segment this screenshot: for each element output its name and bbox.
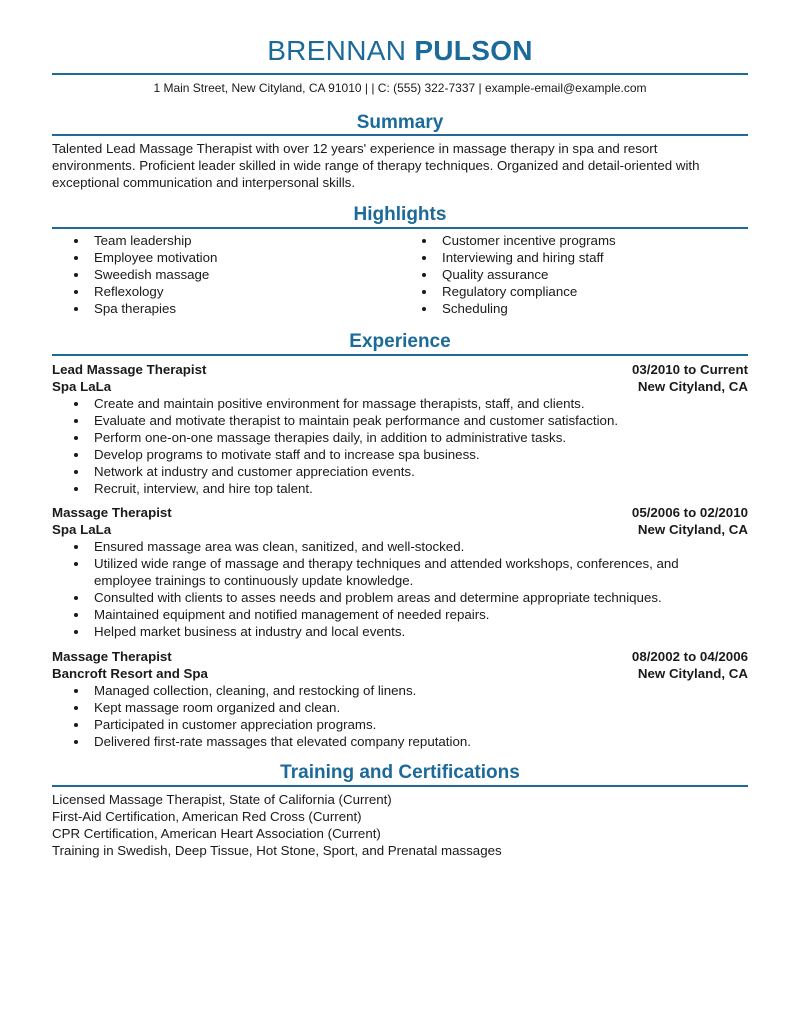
bullet-icon bbox=[74, 239, 78, 243]
job-bullet: Create and maintain positive environment for massage therapists, staff, and clients. bbox=[52, 395, 748, 412]
highlight-item: Interviewing and hiring staff bbox=[400, 249, 740, 266]
job-bullet: Evaluate and motivate therapist to maintain peak performance and customer satisfaction. bbox=[52, 412, 748, 429]
bullet-icon bbox=[74, 723, 78, 727]
summary-heading: Summary bbox=[356, 112, 444, 133]
job-bullets bbox=[52, 538, 748, 640]
bullet-icon bbox=[74, 706, 78, 710]
bullet-icon bbox=[74, 613, 78, 617]
summary-divider bbox=[52, 134, 748, 136]
bullet-icon bbox=[74, 307, 78, 311]
bullet-icon bbox=[74, 596, 78, 600]
job-bullet: Utilized wide range of massage and therapy techniques and attended workshops, conferences, and bbox=[52, 555, 748, 572]
certification-item: Licensed Massage Therapist, State of California (Current) bbox=[52, 792, 392, 807]
bullet-icon bbox=[74, 545, 78, 549]
job-bullet: Maintained equipment and notified management of needed repairs. bbox=[52, 606, 748, 623]
job-company: Bancroft Resort and Spa bbox=[52, 666, 208, 681]
job-bullet: Network at industry and customer appreciation events. bbox=[52, 463, 748, 480]
highlights-divider bbox=[52, 227, 748, 229]
experience-divider bbox=[52, 354, 748, 356]
job-title: Lead Massage Therapist bbox=[52, 362, 207, 377]
job-bullet: Recruit, interview, and hire top talent. bbox=[52, 480, 748, 497]
bullet-icon bbox=[74, 630, 78, 634]
job-location: New Cityland, CA bbox=[637, 666, 748, 681]
training-divider bbox=[52, 785, 748, 787]
highlight-item: Scheduling bbox=[400, 300, 740, 317]
job-bullet-continuation: employee trainings to continuously update knowledge. bbox=[94, 573, 414, 588]
job-bullet: Consulted with clients to asses needs and problem areas and determine appropriate techniques. bbox=[52, 589, 748, 606]
job-company: Spa LaLa bbox=[52, 522, 112, 537]
job-dates: 08/2002 to 04/2006 bbox=[631, 649, 748, 664]
summary-line: Talented Lead Massage Therapist with over 12 years' experience in massage therapy in spa and resort bbox=[52, 141, 658, 156]
certification-item: CPR Certification, American Heart Association (Current) bbox=[52, 826, 381, 841]
candidate-name bbox=[52, 34, 748, 68]
job-bullet: Helped market business at industry and local events. bbox=[52, 623, 748, 640]
bullet-icon bbox=[422, 256, 426, 260]
job-company-row bbox=[52, 665, 748, 682]
job-location: New Cityland, CA bbox=[637, 522, 748, 537]
highlight-item: Customer incentive programs bbox=[400, 232, 740, 249]
job-bullets bbox=[52, 682, 748, 750]
header-divider bbox=[52, 73, 748, 75]
job-bullet: Develop programs to motivate staff and to increase spa business. bbox=[52, 446, 748, 463]
first-name: BRENNAN bbox=[267, 35, 407, 66]
highlight-item: Spa therapies bbox=[52, 300, 392, 317]
highlight-item: Sweedish massage bbox=[52, 266, 392, 283]
bullet-icon bbox=[74, 436, 78, 440]
bullet-icon bbox=[74, 402, 78, 406]
certification-item: First-Aid Certification, American Red Cross (Current) bbox=[52, 809, 362, 824]
bullet-icon bbox=[74, 689, 78, 693]
job-bullet: Perform one-on-one massage therapies daily, in addition to administrative tasks. bbox=[52, 429, 748, 446]
bullet-icon bbox=[74, 290, 78, 294]
highlight-item: Team leadership bbox=[52, 232, 392, 249]
highlight-item: Reflexology bbox=[52, 283, 392, 300]
bullet-icon bbox=[74, 419, 78, 423]
job-bullets bbox=[52, 395, 748, 497]
experience-heading: Experience bbox=[349, 331, 451, 352]
job-bullet: Participated in customer appreciation programs. bbox=[52, 716, 748, 733]
job-bullet: Ensured massage area was clean, sanitized, and well-stocked. bbox=[52, 538, 748, 555]
job-company-row bbox=[52, 378, 748, 395]
job-title: Massage Therapist bbox=[52, 505, 172, 520]
bullet-icon bbox=[422, 307, 426, 311]
summary-line: environments. Proficient leader skilled in wide range of therapy techniques. Organized and detail-oriented with bbox=[52, 158, 700, 173]
bullet-icon bbox=[74, 273, 78, 277]
highlights-left-list bbox=[52, 232, 392, 317]
highlight-item: Quality assurance bbox=[400, 266, 740, 283]
job-company: Spa LaLa bbox=[52, 379, 112, 394]
highlights-heading: Highlights bbox=[353, 204, 447, 225]
training-heading: Training and Certifications bbox=[280, 762, 520, 783]
bullet-icon bbox=[74, 453, 78, 457]
job-title: Massage Therapist bbox=[52, 649, 172, 664]
bullet-icon bbox=[74, 256, 78, 260]
last-name: PULSON bbox=[414, 35, 533, 66]
job-bullet: Managed collection, cleaning, and restocking of linens. bbox=[52, 682, 748, 699]
bullet-icon bbox=[422, 290, 426, 294]
job-title-row bbox=[52, 361, 748, 378]
bullet-icon bbox=[74, 740, 78, 744]
highlight-item: Employee motivation bbox=[52, 249, 392, 266]
job-bullet: Delivered first-rate massages that elevated company reputation. bbox=[52, 733, 748, 750]
highlights-right-list bbox=[400, 232, 740, 317]
bullet-icon bbox=[74, 562, 78, 566]
job-dates: 03/2010 to Current bbox=[631, 362, 748, 377]
summary-text bbox=[52, 140, 748, 191]
job-title-row bbox=[52, 504, 748, 521]
bullet-icon bbox=[74, 487, 78, 491]
job-location: New Cityland, CA bbox=[637, 379, 748, 394]
job-title-row bbox=[52, 648, 748, 665]
job-bullet: Kept massage room organized and clean. bbox=[52, 699, 748, 716]
bullet-icon bbox=[74, 470, 78, 474]
summary-line: exceptional communication and interpersonal skills. bbox=[52, 175, 356, 190]
bullet-icon bbox=[422, 273, 426, 277]
bullet-icon bbox=[422, 239, 426, 243]
contact-info: 1 Main Street, New Cityland, CA 91010 | | C: (555) 322-7337 | example-email@example.com bbox=[153, 81, 647, 95]
certification-item: Training in Swedish, Deep Tissue, Hot Stone, Sport, and Prenatal massages bbox=[52, 843, 502, 858]
job-dates: 05/2006 to 02/2010 bbox=[631, 505, 748, 520]
highlight-item: Regulatory compliance bbox=[400, 283, 740, 300]
job-company-row bbox=[52, 521, 748, 538]
